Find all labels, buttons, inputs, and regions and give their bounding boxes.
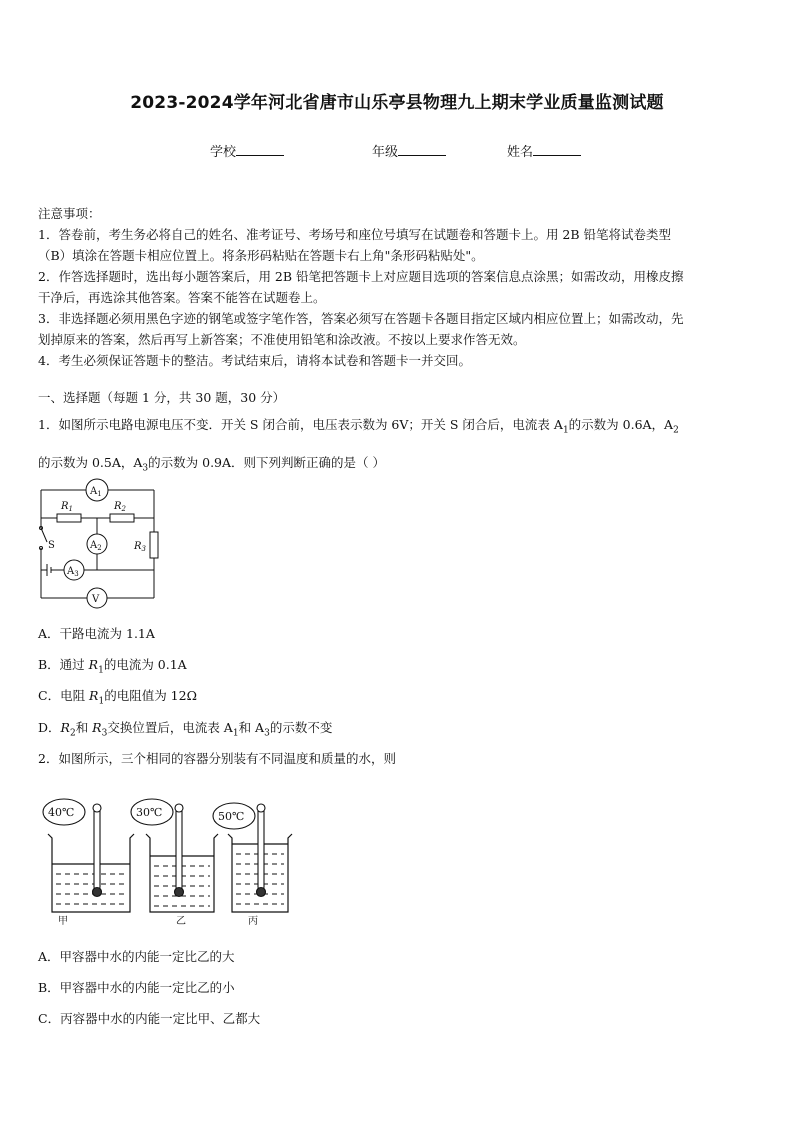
notes-block	[38, 203, 760, 371]
beaker-label-bing: 丙	[248, 916, 258, 927]
note-line: 4．考生必须保证答题卡的整洁。考试结束后，请将本试卷和答题卡一并交回。	[38, 353, 471, 368]
notes-heading: 注意事项：	[38, 206, 101, 221]
name-field	[507, 141, 581, 160]
note-line: 划掉原来的答案，然后再写上新答案；不准使用铅笔和涂改液。不按以上要求作答无效。	[38, 332, 526, 347]
ammeter-a2-label: $A_2$	[90, 540, 102, 552]
r1-label: $R_1$	[61, 501, 73, 513]
q2-option-b[interactable]: B．甲容器中水的内能一定比乙的小	[38, 980, 235, 995]
note-line: 3．非选择题必须用黑色字迹的钢笔或签字笔作答，答案必须写在答题卡各题目指定区域内相应位置上；如需改动，先	[38, 311, 684, 326]
ammeter-a3-label: $A_3$	[67, 566, 79, 578]
school-blank[interactable]	[236, 143, 284, 156]
name-label: 姓名	[507, 145, 534, 160]
note-line: 干净后，再选涂其他答案。答案不能答在试题卷上。	[38, 290, 326, 305]
q1-option-d[interactable]: D．$R_2$和 $R_3$交换位置后，电流表 $A_1$和 $A_3$的示数不变	[38, 720, 333, 739]
ammeter-a1-label: $A_1$	[90, 486, 102, 498]
q2-option-a[interactable]: A．甲容器中水的内能一定比乙的大	[38, 949, 235, 964]
temp-label-30: 30℃	[136, 806, 163, 819]
school-field	[210, 141, 284, 160]
note-line: 1．答卷前，考生务必将自己的姓名、准考证号、考场号和座位号填写在试题卷和答题卡上。用 2B 铅笔将试卷类型	[38, 227, 672, 242]
question-2-stem: 2．如图所示，三个相同的容器分别装有不同温度和质量的水，则	[38, 751, 396, 766]
q1-option-c[interactable]: C．电阻 $R_1$的电阻值为 12Ω	[38, 688, 197, 707]
circuit-diagram	[34, 476, 164, 610]
q2-option-c[interactable]: C．丙容器中水的内能一定比甲、乙都大	[38, 1011, 261, 1026]
school-label: 学校	[210, 145, 237, 160]
temp-label-50: 50℃	[218, 810, 245, 823]
r3-label: $R_3$	[134, 541, 146, 553]
beaker-label-jia: 甲	[58, 916, 68, 927]
grade-label: 年级	[372, 145, 399, 160]
page-title: 2023-2024学年河北省唐市山乐亭县物理九上期末学业质量监测试题	[130, 93, 664, 113]
grade-blank[interactable]	[398, 143, 446, 156]
section-heading: 一、选择题（每题 1 分，共 30 题，30 分）	[38, 390, 286, 405]
name-blank[interactable]	[533, 143, 581, 156]
q1-option-b[interactable]: B．通过 $R_1$的电流为 0.1A	[38, 657, 187, 676]
note-line: （B）填涂在答题卡相应位置上。将条形码粘贴在答题卡右上角"条形码粘贴处"。	[38, 248, 484, 263]
beakers-diagram	[38, 790, 298, 930]
q1-option-a[interactable]: A．干路电流为 1.1A	[38, 626, 155, 641]
temp-label-40: 40℃	[48, 806, 75, 819]
switch-label: S	[48, 540, 55, 551]
note-line: 2．作答选择题时，选出每小题答案后，用 2B 铅笔把答题卡上对应题目选项的答案信息点涂黑；如需改动，用橡皮擦	[38, 269, 684, 284]
question-1-stem: 1．如图所示电路电源电压不变．开关 S 闭合前，电压表示数为 6V；开关 S 闭合后，电流表 $A_1$的示数为 0.6A，$A_2$ 的示数为 0.5A，$A_3$的示数为 0.9A．则下列判断正确的是（ ）	[38, 417, 679, 473]
voltmeter-label: V	[92, 594, 100, 605]
grade-field	[372, 141, 446, 160]
beaker-label-yi: 乙	[176, 916, 186, 927]
r2-label: $R_2$	[114, 501, 126, 513]
